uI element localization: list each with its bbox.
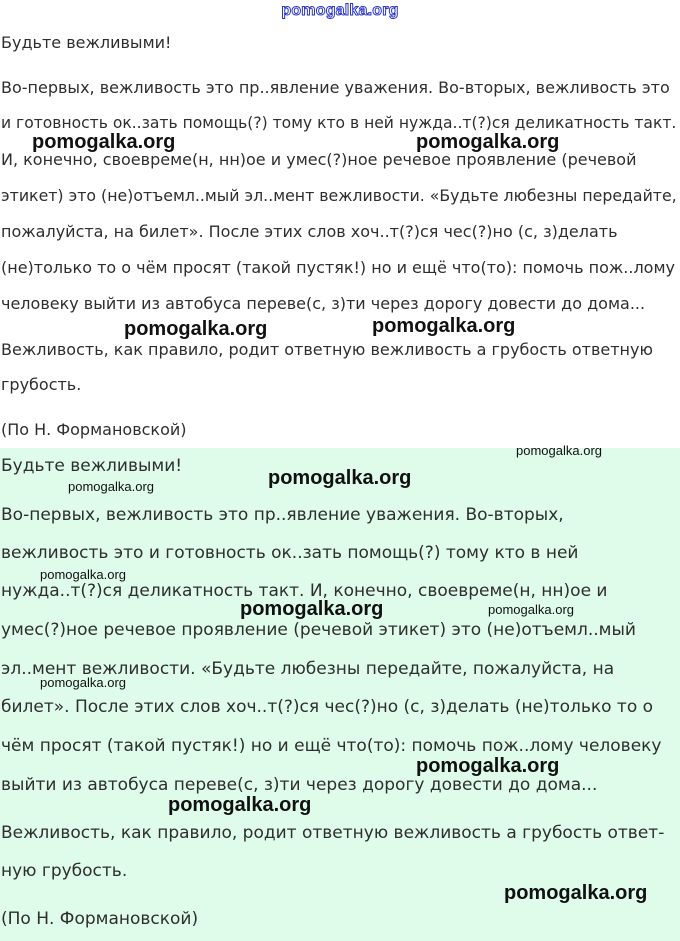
paragraph-line: И, конечно, своевреме(н, нн)ое и умес(?)ное речевое проявление (речевой (1, 150, 637, 169)
source-attribution: (По Н. Формановской) (1, 909, 199, 929)
watermark: pomogalka.org (40, 675, 126, 690)
watermark: pomogalka.org (240, 598, 384, 620)
task-text-original (0, 28, 680, 448)
watermark: pomogalka.org (504, 882, 648, 904)
paragraph-line: Во-первых, вежливость это пр..явление уважения. Во-вторых, (1, 505, 564, 525)
watermark: pomogalka.org (40, 567, 126, 582)
watermark: pomogalka.org (124, 318, 268, 340)
paragraph-line: грубость. (1, 375, 82, 394)
paragraph-line: вежливость это и готовность ок..зать помощь(?) тому кто в ней (1, 543, 579, 563)
paragraph-line: нужда..т(?)ся деликатность такт. И, конечно, своевреме(н, нн)ое и (1, 581, 608, 601)
paragraph-line: и готовность ок..зать помощь(?) тому кто в ней нужда..т(?)ся деликатность такт. (1, 114, 677, 132)
site-header[interactable]: pomogalka.org (281, 2, 399, 19)
paragraph-line: выйти из автобуса переве(с, з)ти через дорогу довести до дома... (1, 775, 598, 795)
watermark: pomogalka.org (416, 131, 560, 153)
paragraph-line: пожалуйста, на билет». После этих слов хоч..т(?)ся чес(?)но (с, з)делать (1, 222, 618, 241)
watermark: pomogalka.org (68, 479, 154, 494)
paragraph-line: Вежливость, как правило, родит ответную вежливость а грубость ответ- (1, 823, 665, 843)
watermark: pomogalka.org (372, 315, 516, 337)
source-attribution: (По Н. Формановской) (1, 420, 187, 439)
paragraph-line: Будьте вежливыми! (1, 33, 172, 52)
task-text-answer (0, 443, 680, 941)
paragraph-line: человеку выйти из автобуса переве(с, з)ти через дорогу довести до дома... (1, 294, 646, 313)
paragraph-line: этикет) это (не)отъемл..мый эл..мент вежливости. «Будьте любезны передайте, (1, 186, 677, 205)
paragraph-line: (не)только то о чём просят (такой пустяк!) но и ещё что(то): помочь пож..лому (1, 258, 675, 277)
paragraph-line: эл..мент вежливости. «Будьте любезны передайте, пожалуйста, на (1, 659, 615, 679)
paragraph-line: Будьте вежливыми! (1, 456, 183, 476)
watermark: pomogalka.org (32, 131, 176, 153)
watermark: pomogalka.org (516, 443, 602, 458)
paragraph-line: ную грубость. (1, 861, 128, 881)
paragraph-line: билет». После этих слов хоч..т(?)ся чес(?)но (с, з)делать (не)только то о (1, 697, 654, 717)
watermark: pomogalka.org (268, 467, 412, 489)
watermark: pomogalka.org (416, 755, 560, 777)
watermark: pomogalka.org (488, 602, 574, 617)
paragraph-line: Вежливость, как правило, родит ответную вежливость а грубость ответную (1, 340, 653, 359)
paragraph-line: чём просят (такой пустяк!) но и ещё что(то): помочь пож..лому человеку (1, 736, 662, 756)
paragraph-line: умес(?)ное речевое проявление (речевой этикет) это (не)отъемл..мый (1, 620, 636, 640)
watermark: pomogalka.org (168, 794, 312, 816)
paragraph-line: Во-первых, вежливость это пр..явление уважения. Во-вторых, вежливость это (1, 78, 670, 97)
